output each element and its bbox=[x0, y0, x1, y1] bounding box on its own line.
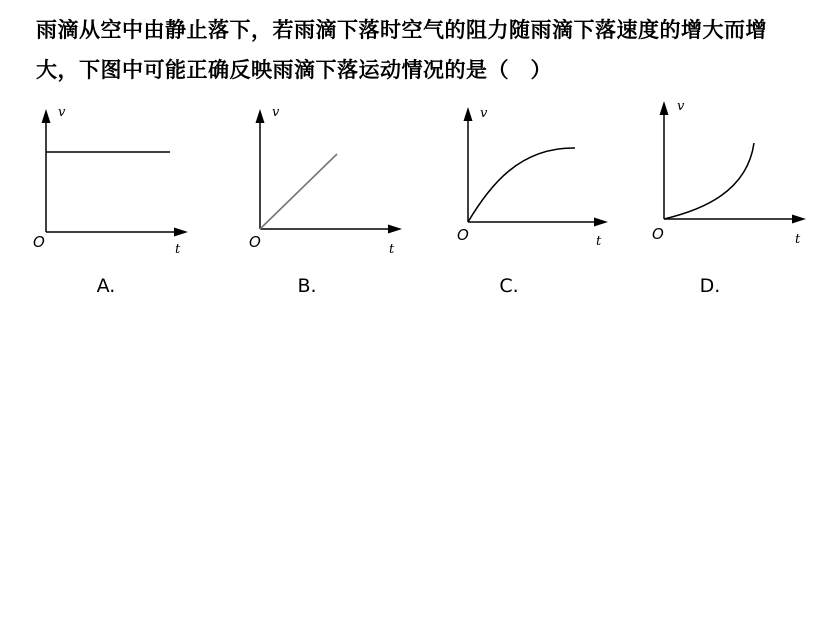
graph-c-origin-label: O bbox=[457, 226, 469, 244]
question-text: 雨滴从空中由静止落下，若雨滴下落时空气的阻力随雨滴下落速度的增大而增大，下图中可能正确反映雨滴下落运动情况的是（ ） bbox=[36, 17, 767, 82]
graph-a-x-arrow bbox=[174, 228, 188, 237]
graph-b-svg bbox=[236, 95, 411, 265]
graph-b-y-label: v bbox=[272, 105, 280, 120]
graph-c-svg bbox=[445, 95, 620, 265]
graph-b-x-label: t bbox=[389, 242, 395, 257]
graph-c-y-arrow bbox=[464, 107, 473, 121]
graph-a-y-arrow bbox=[42, 109, 51, 123]
option-d-label: D. bbox=[699, 275, 721, 297]
graph-b-origin-label: O bbox=[249, 233, 261, 251]
option-a-label: A. bbox=[96, 275, 116, 297]
graph-d bbox=[642, 95, 817, 265]
graph-b-y-arrow bbox=[256, 109, 265, 123]
graph-c bbox=[445, 95, 620, 265]
graph-d-y-arrow bbox=[660, 101, 669, 115]
graph-a bbox=[22, 95, 197, 265]
graph-b-curve bbox=[260, 154, 337, 229]
graph-d-y-label: v bbox=[677, 99, 685, 114]
graph-c-curve bbox=[468, 148, 575, 222]
graph-d-origin-label: O bbox=[652, 225, 664, 243]
option-b-label: B. bbox=[297, 275, 317, 297]
graph-a-x-label: t bbox=[175, 242, 181, 257]
graph-d-curve bbox=[664, 143, 754, 219]
graph-b bbox=[236, 95, 411, 265]
graph-d-x-label: t bbox=[795, 232, 801, 247]
graph-d-svg bbox=[642, 95, 817, 265]
graph-c-x-arrow bbox=[594, 218, 608, 227]
graph-c-x-label: t bbox=[596, 234, 602, 249]
graph-a-origin-label: O bbox=[33, 233, 45, 251]
graph-a-svg bbox=[22, 95, 197, 265]
option-c-label: C. bbox=[499, 275, 519, 297]
graph-d-x-arrow bbox=[792, 215, 806, 224]
graph-a-y-label: v bbox=[58, 105, 66, 120]
graph-c-y-label: v bbox=[480, 106, 488, 121]
graph-b-x-arrow bbox=[388, 225, 402, 234]
